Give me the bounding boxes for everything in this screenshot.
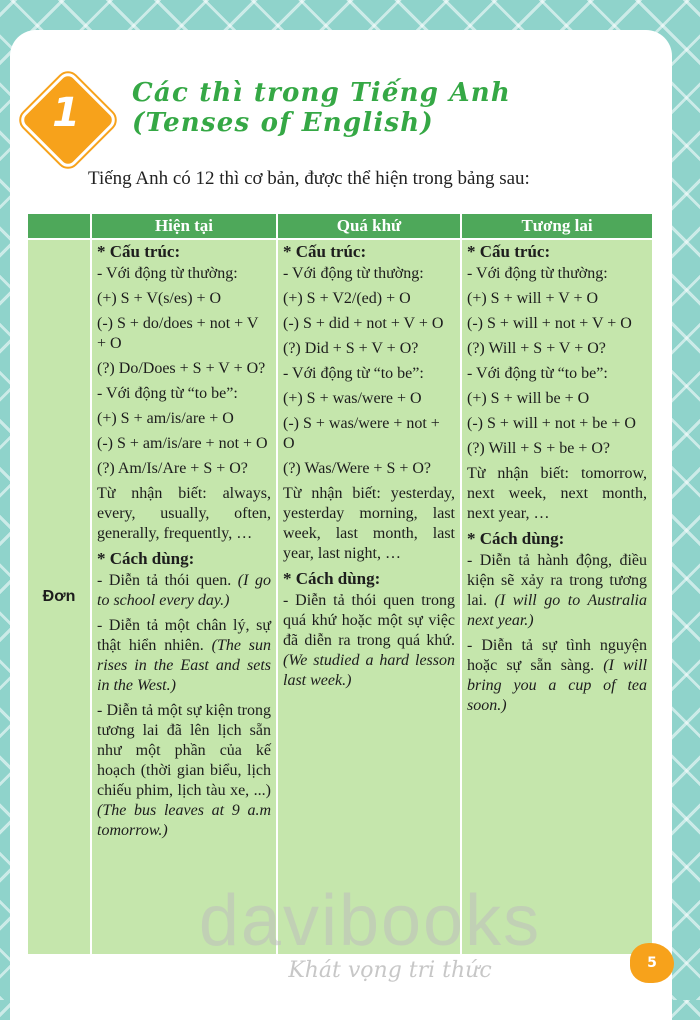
present-ordinary-verb: - Với động từ thường: [97, 265, 238, 282]
future-tobe-positive: (+) S + will be + O [467, 390, 590, 407]
title-line-1: Các thì trong Tiếng Anh [132, 78, 511, 108]
cell-present-simple [91, 239, 277, 955]
future-structure-heading: * Cấu trúc: [467, 242, 551, 261]
future-signals: Từ nhận biết: tomorrow, next week, next month, next year, … [467, 465, 647, 522]
future-example-1: (I will go to Australia next year.) [467, 592, 648, 629]
present-usage-1-text: - Diễn tả thói quen. [97, 572, 232, 589]
future-example-2: (I will bring you a cup of tea soon.) [467, 657, 648, 714]
publisher-slogan: Khát vọng tri thức [288, 958, 492, 983]
past-example-1: (We studied a hard lesson last week.) [283, 652, 455, 689]
present-usage-2-text: - Diễn tả một chân lý, sự thật hiển nhiên. [97, 617, 271, 654]
future-tobe-negative: (-) S + will + not + be + O [467, 415, 636, 432]
past-signals: Từ nhận biết: yesterday, yesterday morning, last week, last month, last year, last night, … [283, 485, 455, 562]
present-structure-heading: * Cấu trúc: [97, 242, 181, 261]
future-positive: (+) S + will + V + O [467, 290, 599, 307]
future-usage-heading: * Cách dùng: [467, 529, 565, 548]
present-usage-3 [97, 701, 271, 841]
present-tobe-negative: (-) S + am/is/are + not + O [97, 435, 268, 452]
past-tobe-negative: (-) S + was/were + not + O [283, 415, 440, 452]
present-usage-3-text: - Diễn tả một sự kiện trong tương lai đã lên lịch sẵn như một phần của kế hoạch (thời gian biểu, lịch chiếu phim, lịch tàu xe, ...) [97, 702, 271, 799]
column-header-future: Tương lai [461, 213, 653, 239]
badge-number: 1 [52, 90, 80, 136]
present-example-2: (The sun rises in the East and sets in the West.) [97, 637, 271, 694]
present-example-3: (The bus leaves at 9 a.m tomorrow.) [97, 802, 271, 839]
past-usage-heading: * Cách dùng: [283, 569, 381, 588]
present-tobe-question: (?) Am/Is/Are + S + O? [97, 460, 248, 477]
column-header-label [27, 213, 91, 239]
past-tobe: - Với động từ “to be”: [283, 365, 424, 382]
future-negative: (-) S + will + not + V + O [467, 315, 632, 332]
present-example-1: (I go to school every day.) [97, 572, 271, 609]
title-line-2: (Tenses of English) [132, 108, 434, 138]
past-usage-1-text: - Diễn tả thói quen trong quá khứ hoặc một sự việc đã diễn ra trong quá khứ. [283, 592, 455, 649]
past-ordinary-verb: - Với động từ thường: [283, 265, 424, 282]
present-usage-2 [97, 616, 271, 696]
table-row-simple [27, 239, 653, 955]
page-number-badge: 5 [630, 943, 674, 983]
past-question: (?) Did + S + V + O? [283, 340, 419, 357]
cell-past-simple [277, 239, 461, 955]
column-header-past: Quá khứ [277, 213, 461, 239]
future-ordinary-verb: - Với động từ thường: [467, 265, 608, 282]
present-usage-1 [97, 571, 271, 611]
future-tobe: - Với động từ “to be”: [467, 365, 608, 382]
present-tobe-positive: (+) S + am/is/are + O [97, 410, 234, 427]
future-tobe-question: (?) Will + S + be + O? [467, 440, 610, 457]
past-structure-heading: * Cấu trúc: [283, 242, 367, 261]
tenses-table [26, 212, 654, 956]
present-question: (?) Do/Does + S + V + O? [97, 360, 266, 377]
intro-text: Tiếng Anh có 12 thì cơ bản, được thể hiện trong bảng sau: [88, 168, 530, 189]
past-tobe-positive: (+) S + was/were + O [283, 390, 422, 407]
cell-future-simple [461, 239, 653, 955]
past-positive: (+) S + V2/(ed) + O [283, 290, 411, 307]
present-positive: (+) S + V(s/es) + O [97, 290, 222, 307]
present-tobe: - Với động từ “to be”: [97, 385, 238, 402]
publisher-watermark: davibooks [198, 881, 542, 961]
section-title [132, 78, 511, 138]
future-question: (?) Will + S + V + O? [467, 340, 606, 357]
present-signals: Từ nhận biết: always, every, usually, often, generally, frequently, … [97, 485, 271, 542]
row-label-simple: Đơn [27, 239, 91, 955]
present-usage-heading: * Cách dùng: [97, 549, 195, 568]
future-usage-1-text: - Diễn tả hành động, điều kiện sẽ xảy ra trong tương lai. [467, 552, 647, 609]
future-usage-2 [467, 636, 647, 716]
past-tobe-question: (?) Was/Were + S + O? [283, 460, 432, 477]
table-header-row [27, 213, 653, 239]
present-negative: (-) S + do/does + not + V + O [97, 315, 259, 352]
future-usage-2-text: - Diễn tả sự tình nguyện hoặc sự sẵn sàng. [467, 637, 647, 674]
future-usage-1 [467, 551, 647, 631]
column-header-present: Hiện tại [91, 213, 277, 239]
section-badge [18, 70, 114, 166]
past-usage-1 [283, 591, 455, 691]
past-negative: (-) S + did + not + V + O [283, 315, 444, 332]
